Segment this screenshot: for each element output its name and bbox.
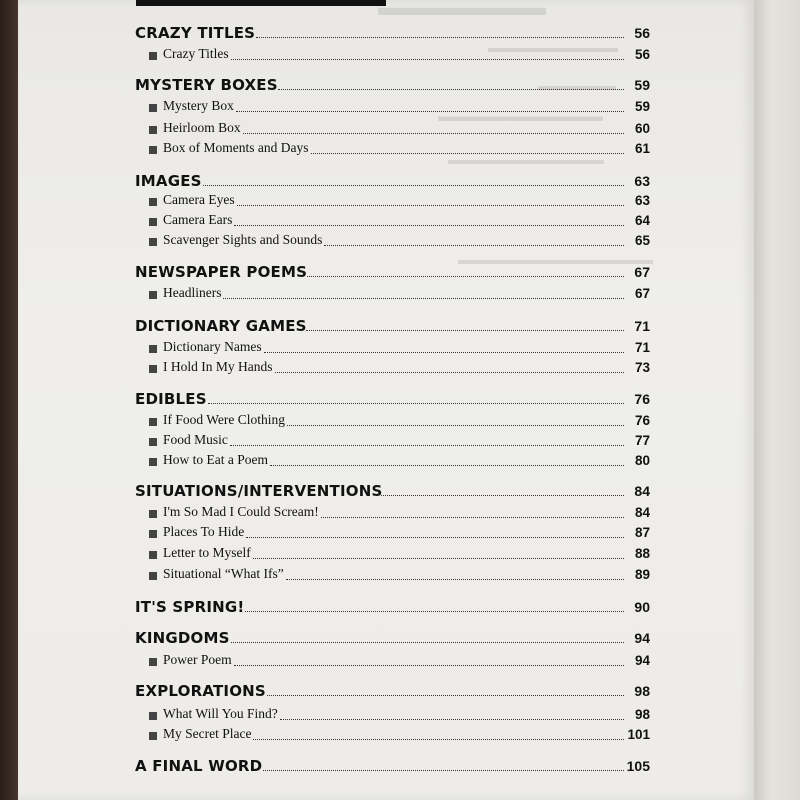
page-number: 59 bbox=[634, 77, 650, 93]
square-bullet-icon bbox=[149, 218, 157, 226]
section-title: NEWSPAPER POEMS bbox=[135, 263, 308, 281]
dot-leader bbox=[286, 579, 624, 580]
page-number: 76 bbox=[634, 413, 650, 428]
square-bullet-icon bbox=[149, 104, 157, 112]
page-number: 59 bbox=[634, 99, 650, 114]
square-bullet-icon bbox=[149, 551, 157, 559]
section-title: EXPLORATIONS bbox=[135, 682, 266, 700]
dot-leader bbox=[231, 59, 624, 60]
toc-entry bbox=[18, 430, 754, 452]
toc-section bbox=[18, 480, 754, 502]
section-title: DICTIONARY GAMES bbox=[135, 317, 307, 335]
square-bullet-icon bbox=[149, 198, 157, 206]
toc-entry bbox=[18, 190, 754, 212]
page-number: 84 bbox=[634, 483, 650, 499]
toc-section bbox=[18, 261, 754, 283]
dot-leader bbox=[256, 37, 624, 38]
page-number: 89 bbox=[634, 567, 650, 582]
toc-entry bbox=[18, 450, 754, 472]
square-bullet-icon bbox=[149, 572, 157, 580]
page-number: 67 bbox=[634, 264, 650, 280]
page-number: 71 bbox=[634, 318, 650, 334]
dot-leader bbox=[253, 739, 624, 740]
page-number: 76 bbox=[634, 391, 650, 407]
dot-leader bbox=[237, 205, 624, 206]
toc-entry bbox=[18, 724, 754, 746]
section-title: A FINAL WORD bbox=[135, 757, 263, 775]
section-title: EDIBLES bbox=[135, 390, 207, 408]
dot-leader bbox=[306, 330, 624, 331]
entry-title: What Will You Find? bbox=[163, 706, 278, 721]
toc-entry bbox=[18, 704, 754, 726]
toc-entry bbox=[18, 337, 754, 359]
dot-leader bbox=[270, 465, 624, 466]
toc-entry bbox=[18, 44, 754, 66]
page-number: 65 bbox=[634, 233, 650, 248]
entry-title: How to Eat a Poem bbox=[163, 452, 268, 467]
dot-leader bbox=[253, 558, 624, 559]
entry-title: Dictionary Names bbox=[163, 339, 262, 354]
dot-leader bbox=[287, 425, 624, 426]
dot-leader bbox=[381, 495, 624, 496]
toc-section bbox=[18, 388, 754, 410]
toc-section bbox=[18, 680, 754, 702]
page-number: 56 bbox=[634, 25, 650, 41]
square-bullet-icon bbox=[149, 418, 157, 426]
entry-title: Power Poem bbox=[163, 652, 232, 667]
bleed-through-text: ▬▬▬▬▬▬ bbox=[538, 78, 616, 93]
dot-leader bbox=[223, 298, 624, 299]
toc-entry bbox=[18, 283, 754, 305]
bleed-through-text: ▬▬▬▬▬▬▬▬▬▬ bbox=[488, 40, 618, 55]
toc-entry bbox=[18, 210, 754, 232]
toc-section bbox=[18, 170, 754, 192]
dot-leader bbox=[234, 665, 624, 666]
page-number: 64 bbox=[634, 213, 650, 228]
section-title: IT'S SPRING! bbox=[135, 598, 245, 616]
page-number: 63 bbox=[634, 193, 650, 208]
section-title: CRAZY TITLES bbox=[135, 24, 256, 42]
dot-leader bbox=[263, 770, 624, 771]
toc-entry bbox=[18, 96, 754, 118]
page-number: 88 bbox=[634, 546, 650, 561]
entry-title: Mystery Box bbox=[163, 98, 234, 113]
dot-leader bbox=[321, 517, 624, 518]
dot-leader bbox=[275, 372, 625, 373]
entry-title: I Hold In My Hands bbox=[163, 359, 273, 374]
section-title: MYSTERY BOXES bbox=[135, 76, 278, 94]
square-bullet-icon bbox=[149, 712, 157, 720]
square-bullet-icon bbox=[149, 345, 157, 353]
table-of-contents bbox=[18, 0, 754, 800]
page-number: 98 bbox=[634, 707, 650, 722]
bleed-through-text: ▬▬▬▬▬▬▬▬▬▬▬▬▬▬▬ bbox=[458, 252, 653, 267]
square-bullet-icon bbox=[149, 146, 157, 154]
section-title: KINGDOMS bbox=[135, 629, 230, 647]
dot-leader bbox=[243, 133, 624, 134]
bleed-through-text: ▬▬▬▬▬▬▬▬▬▬▬ bbox=[438, 108, 603, 125]
dot-leader bbox=[307, 276, 624, 277]
dot-leader bbox=[230, 445, 624, 446]
book-page bbox=[18, 0, 754, 800]
dot-leader bbox=[267, 695, 625, 696]
square-bullet-icon bbox=[149, 530, 157, 538]
page-number: 61 bbox=[634, 141, 650, 156]
square-bullet-icon bbox=[149, 458, 157, 466]
dot-leader bbox=[278, 89, 624, 90]
page-number: 90 bbox=[634, 599, 650, 615]
toc-section bbox=[18, 315, 754, 337]
dot-leader bbox=[234, 225, 624, 226]
dot-leader bbox=[208, 403, 624, 404]
square-bullet-icon bbox=[149, 365, 157, 373]
entry-title: My Secret Place bbox=[163, 726, 252, 741]
square-bullet-icon bbox=[149, 126, 157, 134]
page-number: 60 bbox=[634, 121, 650, 136]
page-number: 105 bbox=[626, 758, 650, 774]
section-title: IMAGES bbox=[135, 172, 202, 190]
bleed-through-text: ▬▬▬▬▬▬▬ bbox=[378, 0, 546, 21]
page-number: 101 bbox=[627, 727, 650, 742]
page-number: 84 bbox=[634, 505, 650, 520]
entry-title: Situational “What Ifs” bbox=[163, 566, 284, 581]
page-number: 94 bbox=[634, 630, 650, 646]
dot-leader bbox=[264, 352, 624, 353]
page-number: 87 bbox=[634, 525, 650, 540]
page-number: 94 bbox=[634, 653, 650, 668]
dot-leader bbox=[246, 537, 624, 538]
toc-entry bbox=[18, 230, 754, 252]
square-bullet-icon bbox=[149, 732, 157, 740]
section-title: SITUATIONS/INTERVENTIONS bbox=[135, 482, 383, 500]
toc-section bbox=[18, 74, 754, 96]
table-edge bbox=[0, 0, 20, 800]
toc-entry bbox=[18, 522, 754, 544]
entry-title: Crazy Titles bbox=[163, 46, 229, 61]
square-bullet-icon bbox=[149, 510, 157, 518]
entry-title: I'm So Mad I Could Scream! bbox=[163, 504, 319, 519]
toc-entry bbox=[18, 564, 754, 586]
toc-section bbox=[18, 22, 754, 44]
toc-section bbox=[18, 627, 754, 649]
entry-title: Headliners bbox=[163, 285, 222, 300]
square-bullet-icon bbox=[149, 438, 157, 446]
dot-leader bbox=[231, 642, 624, 643]
background-page-edge bbox=[752, 0, 800, 800]
page-number: 77 bbox=[634, 433, 650, 448]
toc-entry bbox=[18, 502, 754, 524]
page-number: 71 bbox=[634, 340, 650, 355]
page-number: 67 bbox=[634, 286, 650, 301]
dot-leader bbox=[245, 611, 624, 612]
dot-leader bbox=[203, 185, 624, 186]
page-number: 80 bbox=[634, 453, 650, 468]
bleed-through-text: ▬▬▬▬▬▬▬▬▬▬▬▬ bbox=[448, 152, 604, 167]
entry-title: If Food Were Clothing bbox=[163, 412, 286, 427]
entry-title: Camera Eyes bbox=[163, 192, 235, 207]
entry-title: Letter to Myself bbox=[163, 545, 251, 560]
square-bullet-icon bbox=[149, 52, 157, 60]
toc-entry bbox=[18, 410, 754, 432]
entry-title: Box of Moments and Days bbox=[163, 140, 309, 155]
entry-title: Places To Hide bbox=[163, 524, 245, 539]
entry-title: Camera Ears bbox=[163, 212, 233, 227]
toc-entry bbox=[18, 138, 754, 160]
page-number: 98 bbox=[634, 683, 650, 699]
dot-leader bbox=[236, 111, 624, 112]
page-number: 73 bbox=[634, 360, 650, 375]
square-bullet-icon bbox=[149, 291, 157, 299]
entry-title: Scavenger Sights and Sounds bbox=[163, 232, 323, 247]
toc-section bbox=[18, 755, 754, 777]
page-number: 63 bbox=[634, 173, 650, 189]
dot-leader bbox=[324, 245, 624, 246]
toc-entry bbox=[18, 650, 754, 672]
entry-title: Food Music bbox=[163, 432, 228, 447]
page-number: 56 bbox=[634, 47, 650, 62]
toc-entry bbox=[18, 543, 754, 565]
entry-title: Heirloom Box bbox=[163, 120, 241, 135]
toc-section bbox=[18, 596, 754, 618]
dot-leader bbox=[311, 153, 625, 154]
square-bullet-icon bbox=[149, 658, 157, 666]
square-bullet-icon bbox=[149, 238, 157, 246]
toc-entry bbox=[18, 357, 754, 379]
toc-entry bbox=[18, 118, 754, 140]
dot-leader bbox=[280, 719, 624, 720]
